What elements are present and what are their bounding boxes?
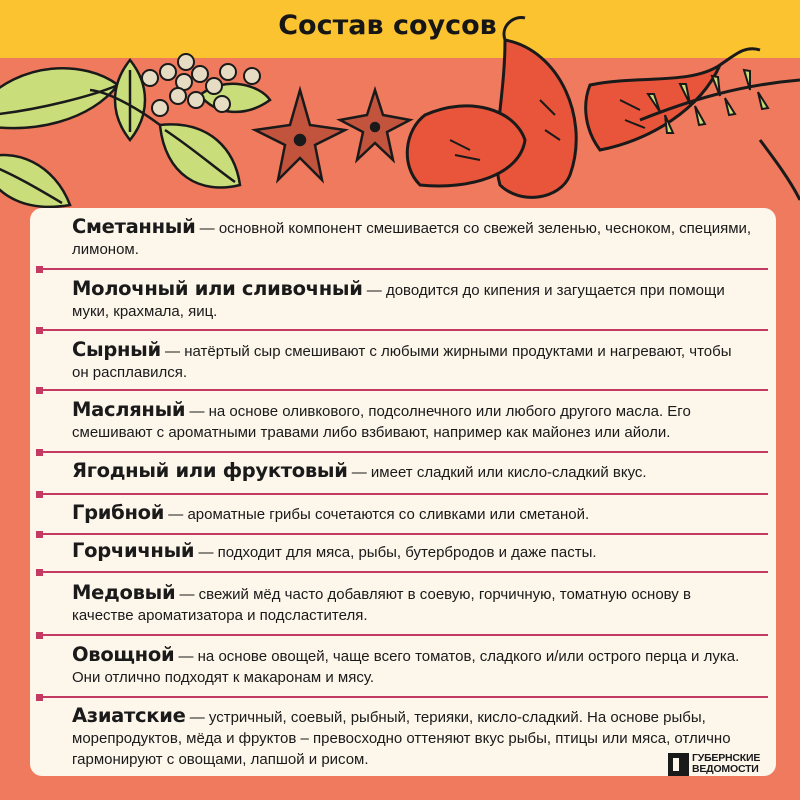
red-chili-peppers-icon — [407, 17, 760, 197]
list-item — [72, 278, 752, 322]
list-item — [72, 705, 752, 770]
sauce-term: Сметанный — [72, 215, 196, 238]
list-item — [72, 339, 752, 383]
divider — [42, 268, 768, 270]
list-item — [72, 502, 752, 525]
logo-mark-icon — [668, 753, 689, 776]
divider — [42, 329, 768, 331]
divider — [42, 451, 768, 453]
logo-line-1: ГУБЕРНСКИЕ — [692, 752, 761, 764]
publisher-logo — [668, 753, 780, 776]
logo-line-2: ВЕДОМОСТИ — [692, 763, 759, 775]
divider — [42, 571, 768, 573]
sauce-description: — натёртый сыр смешивают с любыми жирными продуктами и нагревают, чтобы он расплавился. — [72, 343, 732, 381]
page-title: Состав соусов — [278, 10, 497, 41]
sauce-description: — на основе овощей, чаще всего томатов, сладкого и/или острого перца и лука. Они отлично подходят к макаронам и мясу. — [72, 648, 740, 686]
divider — [42, 634, 768, 636]
sauce-description: — ароматные грибы сочетаются со сливками или сметаной. — [164, 506, 590, 523]
list-item — [72, 460, 752, 483]
sauce-description: — подходит для мяса, рыбы, бутербродов и даже пасты. — [194, 544, 597, 561]
sauce-term: Грибной — [72, 501, 165, 524]
sauce-term: Масляный — [72, 398, 186, 421]
basil-leaves-icon — [0, 60, 270, 207]
list-item — [72, 216, 752, 260]
divider — [42, 389, 768, 391]
sauce-description: — свежий мёд часто добавляют в соевую, горчичную, томатную основу в качестве ароматизатора и подсластителя. — [72, 586, 691, 624]
divider — [42, 493, 768, 495]
list-item — [72, 540, 752, 563]
sauce-description: — имеет сладкий или кисло-сладкий вкус. — [347, 464, 647, 481]
sauce-term: Азиатские — [72, 704, 186, 727]
sauce-term: Молочный или сливочный — [72, 277, 363, 300]
sauce-term: Медовый — [72, 581, 176, 604]
sauce-term: Сырный — [72, 338, 161, 361]
sauce-term: Горчичный — [72, 539, 195, 562]
sauce-description: — на основе оливкового, подсолнечного или любого другого масла. Его смешивают с ароматными травами либо взбивают, например как майонез или айоли. — [72, 403, 691, 441]
sauce-description: — основной компонент смешивается со свежей зеленью, чесноком, специями, лимоном. — [72, 220, 752, 258]
star-anise-icon — [255, 90, 410, 180]
list-item — [72, 582, 752, 626]
sauce-term: Овощной — [72, 643, 175, 666]
list-item — [72, 399, 752, 443]
sauce-term: Ягодный или фруктовый — [72, 459, 348, 482]
list-item — [72, 644, 752, 688]
sauce-description: — доводится до кипения и загущается при помощи муки, крахмала, яиц. — [72, 282, 725, 320]
divider — [42, 696, 768, 698]
divider — [42, 533, 768, 535]
sauce-description: — устричный, соевый, рыбный, терияки, кисло-сладкий. На основе рыбы, морепродуктов, мёда и фруктов – превосходно оттеняют вкус рыбы, птицы или мяса, отлично гармонируют с овощами, лапшой и рисом. — [72, 709, 731, 768]
